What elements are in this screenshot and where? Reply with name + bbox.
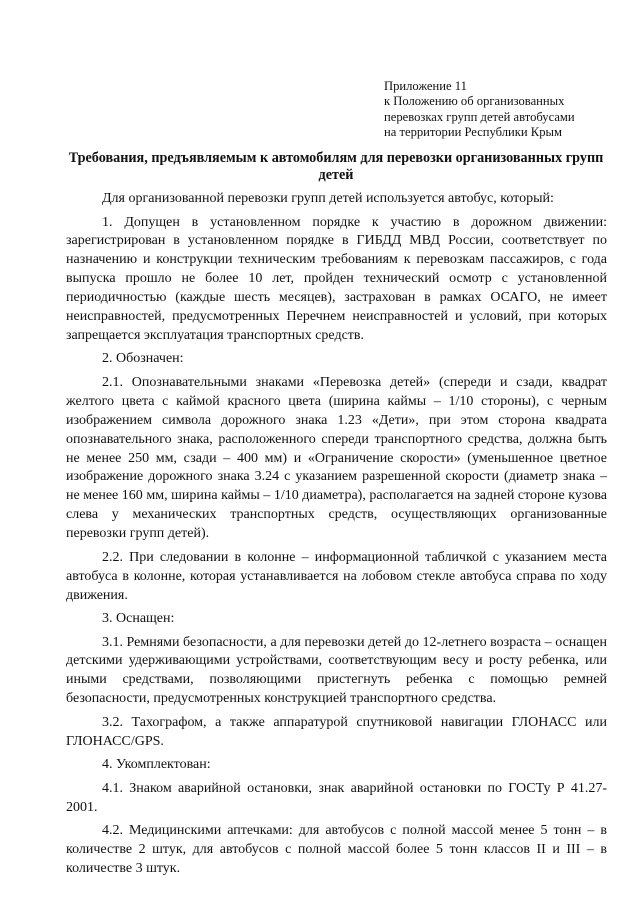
paragraph-3-1: 3.1. Ремнями безопасности, а для перевозки детей до 12-летнего возраста – оснащен детскими удерживающими устройствами, соответствующим весу и росту ребенка, или иными средствами, позволяющими пристегнуть ребенка с помощью ремней безопасности, предусмотренных конструкцией транспортного средства. [66, 634, 607, 707]
appendix-line-3: перевозках групп детей автобусами [384, 109, 575, 124]
paragraph-3-heading: 3. Оснащен: [102, 611, 175, 626]
appendix-header [384, 79, 620, 141]
paragraph-intro: Для организованной перевозки групп детей используется автобус, который: [102, 191, 554, 206]
appendix-line-4: на территории Республики Крым [384, 125, 562, 140]
paragraph-2-heading: 2. Обозначен: [102, 351, 184, 367]
paragraph-4-heading: 4. Укомплектован: [102, 757, 211, 773]
paragraph-1: 1. Допущен в установленном порядке к участию в дорожном движении: зарегистрирован в установленном порядке в ГИБДД МВД России, соответствует по назначению и конструкции техническим требованиям к перевозкам пассажиров, с года выпуска прошло не более 10 лет, пройден технический осмотр с установленной периодичностью (каждые шесть месяцев), застрахован в рамках ОСАГО, не имеет неисправностей, предусмотренных Перечнем неисправностей и условий, при которых запрещается эксплуатация транспортных средств. [66, 214, 607, 343]
paragraph-2-2: 2.2. При следовании в колонне – информационной табличкой с указанием места автобуса в колонне, которая устанавливается на лобовом стекле автобуса справа по ходу движения. [66, 549, 607, 603]
document-title: Требования, предъявляемым к автомобилям для перевозки организованных групп детей [68, 150, 604, 183]
appendix-line-2: к Положению об организованных [384, 94, 565, 109]
paragraph-3-2: 3.2. Тахографом, а также аппаратурой спутниковой навигации ГЛОНАСС или ГЛОНАСС/GPS. [66, 714, 607, 749]
paragraph-4-2: 4.2. Медицинскими аптечками: для автобусов с полной массой менее 5 тонн – в количестве 2 штук, для автобусов с полной массой более 5 тонн классов II и III – в количестве 3 штук. [66, 823, 607, 876]
document-body [66, 190, 607, 879]
paragraph-4-1: 4.1. Знаком аварийной остановки, знак аварийной остановки по ГОСТу Р 41.27-2001. [66, 780, 607, 815]
paragraph-2-1: 2.1. Опознавательными знаками «Перевозка детей» (спереди и сзади, квадрат желтого цвета с каймой красного цвета (ширина каймы – 1/10 стороны), с черным изображением символа дорожного знака 1.23 «Дети», при этом сторона квадрата опознавательного знака, расположенного спереди транспортного средства, должна быть не менее 250 мм, сзади – 400 мм) и «Ограничение скорости» (уменьшенное цветное изображение дорожного знака 3.24 с указанием разрешенной скорости (диаметр знака – не менее 160 мм, ширина каймы – 1/10 диаметра), располагается на задней стороне кузова слева у механических транспортных средств, осуществляющих организованные перевозки групп детей). [66, 374, 607, 542]
appendix-line-1: Приложение 11 [384, 79, 467, 93]
